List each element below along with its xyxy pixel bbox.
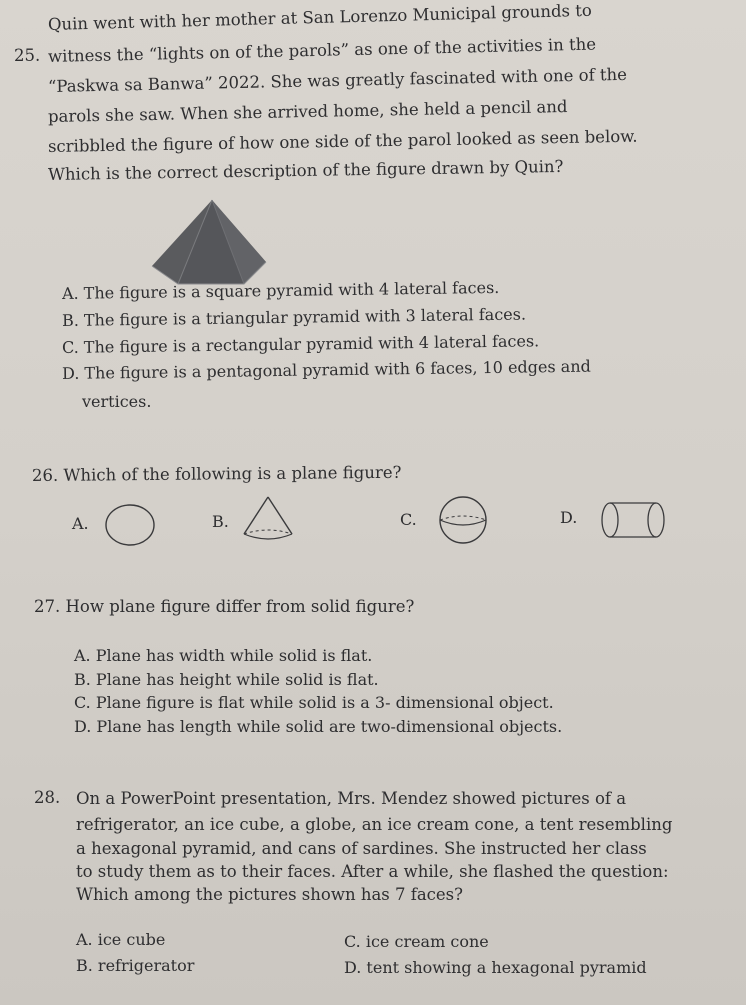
q26-choice-d-label[interactable]: D. bbox=[560, 508, 578, 527]
cylinder-icon[interactable] bbox=[598, 500, 670, 540]
q28-number: 28. bbox=[34, 788, 61, 807]
sphere-icon[interactable] bbox=[434, 494, 492, 546]
circle-icon[interactable] bbox=[102, 502, 158, 548]
q27-number: 27. bbox=[34, 597, 61, 616]
q28-line: a hexagonal pyramid, and cans of sardines. She instructed her class bbox=[76, 839, 647, 858]
q28-option-c[interactable]: C. ice cream cone bbox=[344, 932, 489, 951]
q27-question-line bbox=[34, 596, 414, 618]
q25-line: parols she saw. When she arrived home, she held a pencil and bbox=[47, 97, 568, 126]
q25-option-b[interactable]: B. The figure is a triangular pyramid with 3 lateral faces. bbox=[61, 304, 527, 330]
q25-option-c[interactable]: C. The figure is a rectangular pyramid with 4 lateral faces. bbox=[61, 331, 540, 357]
q26-choice-c-label[interactable]: C. bbox=[400, 510, 417, 529]
q26-choice-b-label[interactable]: B. bbox=[212, 512, 229, 531]
q25-line: witness the “lights on of the parols” as one of the activities in the bbox=[47, 34, 597, 66]
cone-icon[interactable] bbox=[240, 494, 300, 546]
q26-number: 26. bbox=[31, 465, 59, 485]
q28-line: refrigerator, an ice cube, a globe, an ice cream cone, a tent resembling bbox=[76, 815, 673, 834]
q27-option-d[interactable]: D. Plane has length while solid are two-dimensional objects. bbox=[74, 717, 563, 736]
q25-line: scribbled the figure of how one side of the parol looked as seen below. bbox=[47, 126, 638, 156]
q27-question: How plane figure differ from solid figure? bbox=[65, 597, 415, 616]
q28-line: to study them as to their faces. After a while, she flashed the question: bbox=[76, 862, 669, 881]
q28-line: Which among the pictures shown has 7 faces? bbox=[76, 885, 464, 904]
q25-line: Quin went with her mother at San Lorenzo Municipal grounds to bbox=[47, 0, 593, 34]
q27-option-c[interactable]: C. Plane figure is flat while solid is a 3- dimensional object. bbox=[74, 693, 554, 712]
q25-option-d[interactable]: D. The figure is a pentagonal pyramid with 6 faces, 10 edges and bbox=[61, 356, 591, 383]
q25-line: Which is the correct description of the figure drawn by Quin? bbox=[47, 156, 564, 184]
q25-option-a[interactable]: A. The figure is a square pyramid with 4 lateral faces. bbox=[61, 277, 500, 303]
q28-option-a[interactable]: A. ice cube bbox=[76, 930, 166, 949]
q26-choice-a-label[interactable]: A. bbox=[72, 514, 89, 533]
q26-question: Which of the following is a plane figure? bbox=[63, 462, 402, 485]
q27-option-b[interactable]: B. Plane has height while solid is flat. bbox=[74, 670, 379, 689]
q25-line: “Paskwa sa Banwa” 2022. She was greatly fascinated with one of the bbox=[47, 64, 628, 96]
q26-question-line bbox=[32, 462, 402, 487]
q28-option-d[interactable]: D. tent showing a hexagonal pyramid bbox=[344, 958, 647, 977]
q25-option-d-continued: vertices. bbox=[82, 392, 152, 411]
q28-option-b[interactable]: B. refrigerator bbox=[76, 956, 195, 975]
pentagonal-pyramid-icon bbox=[148, 196, 270, 288]
q28-line: On a PowerPoint presentation, Mrs. Mendez showed pictures of a bbox=[76, 789, 627, 808]
q25-number: 25. bbox=[14, 46, 41, 65]
q27-option-a[interactable]: A. Plane has width while solid is flat. bbox=[74, 646, 373, 665]
